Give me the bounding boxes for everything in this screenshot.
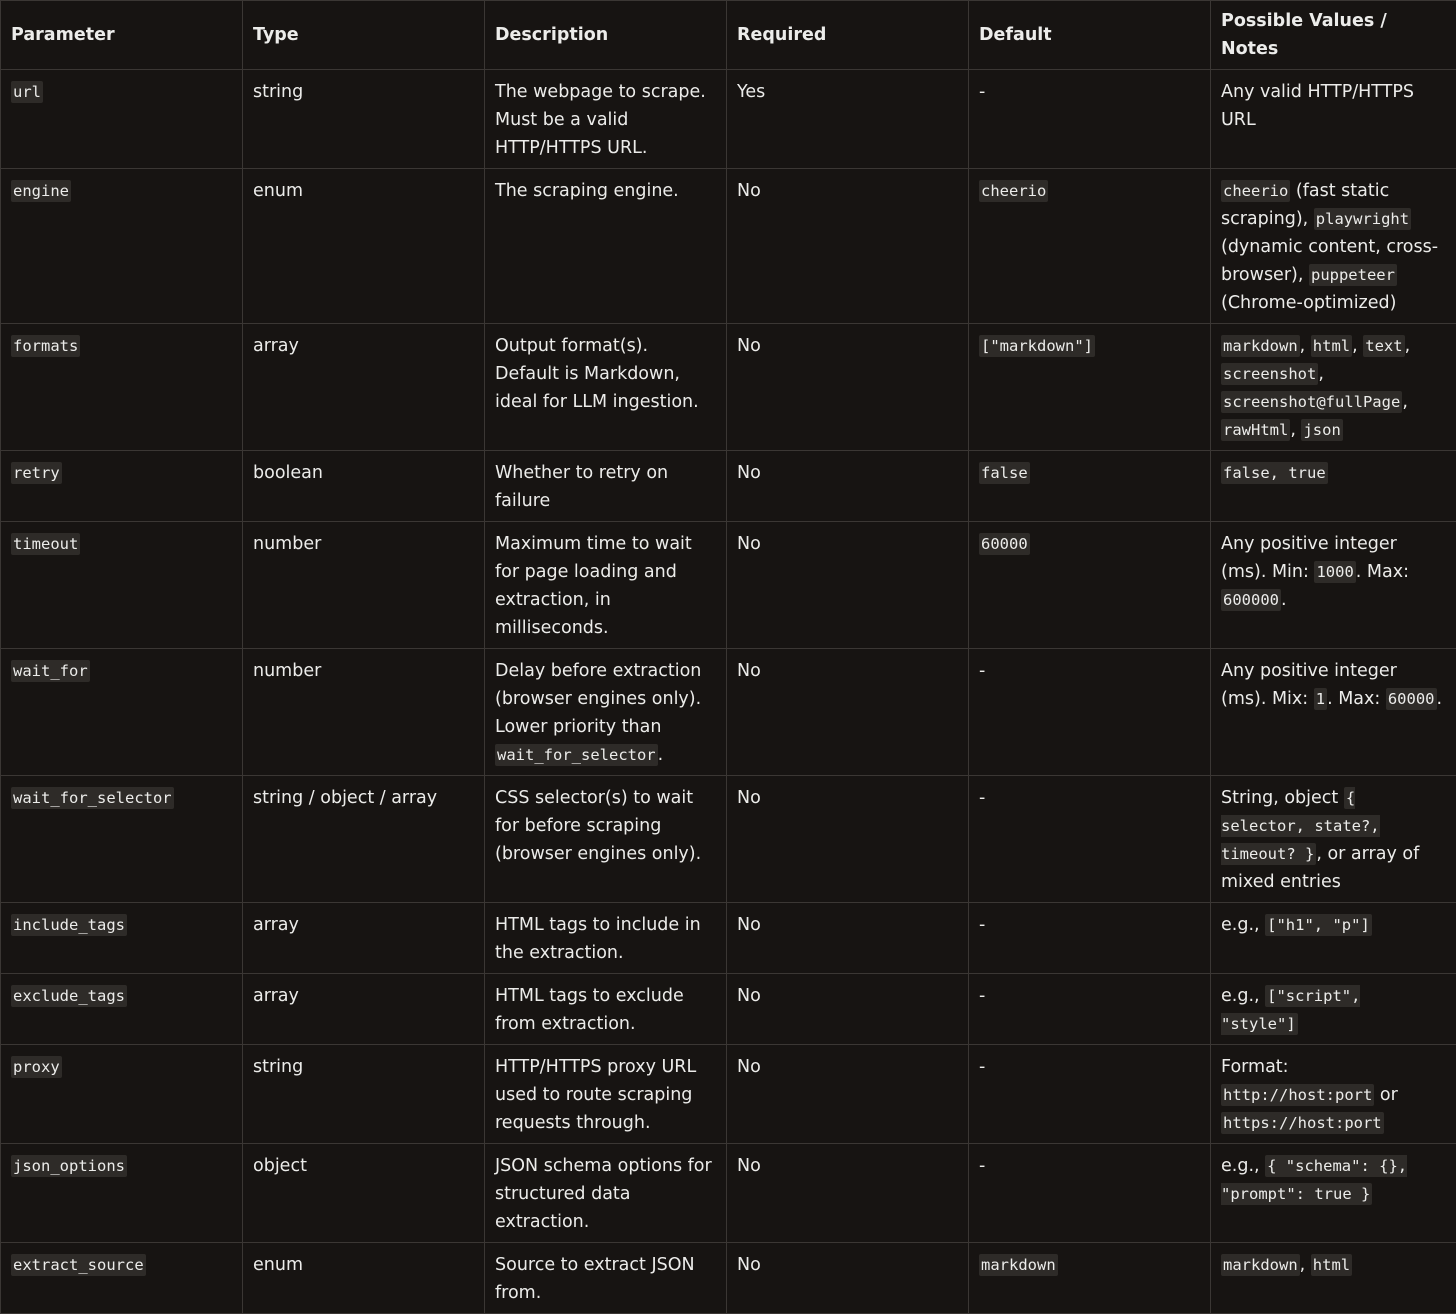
inline-code: 60000 [979,533,1030,555]
cell-text: Delay before extraction (browser engines only). Lower priority than [495,661,701,737]
cell-notes [1211,169,1456,324]
cell-text: HTML tags to include in the extraction. [495,915,701,963]
parameter-name: wait_for_selector [11,787,174,809]
cell-text: e.g., [1221,915,1265,935]
inline-code: screenshot [1221,363,1318,385]
inline-code: false [979,462,1030,484]
cell-required: No [727,1243,969,1314]
cell-parameter [1,522,243,649]
cell-parameter [1,1144,243,1243]
parameter-name: proxy [11,1056,62,1078]
cell-required: No [727,649,969,776]
inline-code: false, true [1221,462,1328,484]
cell-text: Format: [1221,1057,1289,1077]
cell-description [485,522,727,649]
cell-notes [1211,776,1456,903]
cell-text: . [1281,590,1287,610]
inline-code: ["markdown"] [979,335,1095,357]
cell-text: , [1290,420,1301,440]
inline-code: html [1311,1254,1352,1276]
parameter-name: engine [11,180,71,202]
parameter-name: extract_source [11,1254,146,1276]
cell-default [969,522,1211,649]
cell-description [485,70,727,169]
cell-default [969,324,1211,451]
table-row [1,903,1456,974]
cell-text: . Max: [1356,562,1409,582]
cell-notes [1211,451,1456,522]
cell-description [485,776,727,903]
cell-parameter [1,1243,243,1314]
cell-text: (fast static scraping), [1221,181,1389,229]
cell-default [969,1045,1211,1144]
cell-notes [1211,1045,1456,1144]
cell-type: object [243,1144,485,1243]
cell-type: array [243,974,485,1045]
header-description: Description [485,1,727,70]
cell-text: , [1300,336,1311,356]
cell-required: No [727,776,969,903]
cell-text: String, object [1221,788,1344,808]
inline-code: markdown [1221,335,1300,357]
cell-description [485,1045,727,1144]
inline-code: html [1311,335,1352,357]
table-row [1,1243,1456,1314]
cell-text: Whether to retry on failure [495,463,668,511]
cell-text: CSS selector(s) to wait for before scraping (browser engines only). [495,788,701,864]
cell-text: e.g., [1221,986,1265,1006]
cell-type: string [243,1045,485,1144]
cell-type: array [243,903,485,974]
cell-parameter [1,649,243,776]
inline-code: { selector, state?, timeout? } [1221,787,1380,865]
cell-required: No [727,169,969,324]
cell-description [485,1144,727,1243]
table-row [1,70,1456,169]
parameter-name: timeout [11,533,80,555]
cell-required: No [727,1045,969,1144]
cell-default [969,70,1211,169]
inline-code: 600000 [1221,589,1281,611]
cell-parameter [1,169,243,324]
inline-code: https://host:port [1221,1112,1384,1134]
cell-text: - [979,1156,985,1176]
table-body [1,70,1456,1314]
cell-type: enum [243,169,485,324]
inline-code: ["script", "style"] [1221,985,1360,1035]
inline-code: { "schema": {}, "prompt": true } [1221,1155,1407,1205]
inline-code: text [1363,335,1404,357]
inline-code: ["h1", "p"] [1265,914,1372,936]
cell-default [969,974,1211,1045]
cell-type: string [243,70,485,169]
cell-parameter [1,776,243,903]
inline-code: playwright [1314,208,1411,230]
cell-description [485,903,727,974]
cell-required: Yes [727,70,969,169]
cell-text: HTTP/HTTPS proxy URL used to route scraping requests through. [495,1057,696,1133]
parameter-name: json_options [11,1155,127,1177]
cell-parameter [1,451,243,522]
cell-text: . [658,745,664,765]
table-row [1,649,1456,776]
cell-text: , [1300,1255,1311,1275]
cell-text: JSON schema options for structured data extraction. [495,1156,712,1232]
cell-text: Any positive integer (ms). Mix: [1221,661,1397,709]
cell-default [969,649,1211,776]
cell-required: No [727,1144,969,1243]
inline-code: rawHtml [1221,419,1290,441]
cell-text: (Chrome-optimized) [1221,293,1396,313]
cell-notes [1211,649,1456,776]
cell-text: - [979,788,985,808]
cell-text: or [1374,1085,1397,1105]
table-row [1,1144,1456,1243]
inline-code: 1 [1314,688,1327,710]
inline-code: markdown [979,1254,1058,1276]
cell-text: , [1405,336,1411,356]
cell-required: No [727,903,969,974]
cell-type: string / object / array [243,776,485,903]
cell-text: - [979,986,985,1006]
cell-text: - [979,915,985,935]
cell-required: No [727,451,969,522]
cell-text: Output format(s). Default is Markdown, ideal for LLM ingestion. [495,336,699,412]
cell-description [485,649,727,776]
cell-default [969,169,1211,324]
table-row [1,776,1456,903]
table-row [1,1045,1456,1144]
inline-code: puppeteer [1309,264,1397,286]
cell-default [969,903,1211,974]
cell-text: HTML tags to exclude from extraction. [495,986,684,1034]
inline-code: 1000 [1314,561,1355,583]
inline-code: json [1301,419,1342,441]
cell-text: - [979,1057,985,1077]
cell-description [485,1243,727,1314]
cell-parameter [1,324,243,451]
cell-required: No [727,974,969,1045]
cell-description [485,451,727,522]
table-row [1,974,1456,1045]
cell-notes [1211,903,1456,974]
cell-text: . [1437,689,1443,709]
cell-type: array [243,324,485,451]
cell-notes [1211,974,1456,1045]
cell-text: , [1402,392,1408,412]
cell-type: number [243,649,485,776]
parameter-name: include_tags [11,914,127,936]
cell-required: No [727,324,969,451]
cell-description [485,974,727,1045]
cell-parameter [1,70,243,169]
cell-text: Any positive integer (ms). Min: [1221,534,1397,582]
cell-default [969,1144,1211,1243]
cell-notes [1211,324,1456,451]
table-row [1,169,1456,324]
cell-text: - [979,661,985,681]
header-required: Required [727,1,969,70]
cell-description [485,169,727,324]
header-type: Type [243,1,485,70]
inline-code: markdown [1221,1254,1300,1276]
cell-type: enum [243,1243,485,1314]
cell-type: number [243,522,485,649]
cell-default [969,776,1211,903]
cell-text: Source to extract JSON from. [495,1255,695,1303]
header-notes: Possible Values / Notes [1211,1,1456,70]
inline-code: 60000 [1386,688,1437,710]
cell-notes [1211,1243,1456,1314]
inline-code: wait_for_selector [495,744,658,766]
cell-required: No [727,522,969,649]
table-row [1,324,1456,451]
header-default: Default [969,1,1211,70]
parameter-name: exclude_tags [11,985,127,1007]
parameter-name: formats [11,335,80,357]
table-row [1,451,1456,522]
cell-parameter [1,974,243,1045]
cell-type: boolean [243,451,485,522]
cell-notes [1211,522,1456,649]
cell-text: , or array of mixed entries [1221,844,1419,892]
table-header [1,1,1456,70]
cell-text: The scraping engine. [495,181,679,201]
cell-text: e.g., [1221,1156,1265,1176]
cell-text: , [1318,364,1324,384]
inline-code: cheerio [979,180,1048,202]
cell-text: . Max: [1327,689,1386,709]
cell-notes [1211,70,1456,169]
cell-text: Maximum time to wait for page loading and extraction, in milliseconds. [495,534,692,638]
header-parameter: Parameter [1,1,243,70]
cell-text: , [1352,336,1363,356]
cell-default [969,1243,1211,1314]
inline-code: http://host:port [1221,1084,1374,1106]
parameter-name: retry [11,462,62,484]
parameter-name: wait_for [11,660,90,682]
cell-text: Any valid HTTP/HTTPS URL [1221,82,1414,130]
cell-description [485,324,727,451]
cell-default [969,451,1211,522]
cell-parameter [1,1045,243,1144]
parameter-name: url [11,81,43,103]
cell-parameter [1,903,243,974]
table-row [1,522,1456,649]
cell-text: (dynamic content, cross-browser), [1221,237,1438,285]
inline-code: cheerio [1221,180,1290,202]
cell-text: The webpage to scrape. Must be a valid HTTP/HTTPS URL. [495,82,706,158]
cell-text: - [979,82,985,102]
header-row [1,1,1456,70]
inline-code: screenshot@fullPage [1221,391,1402,413]
cell-notes [1211,1144,1456,1243]
